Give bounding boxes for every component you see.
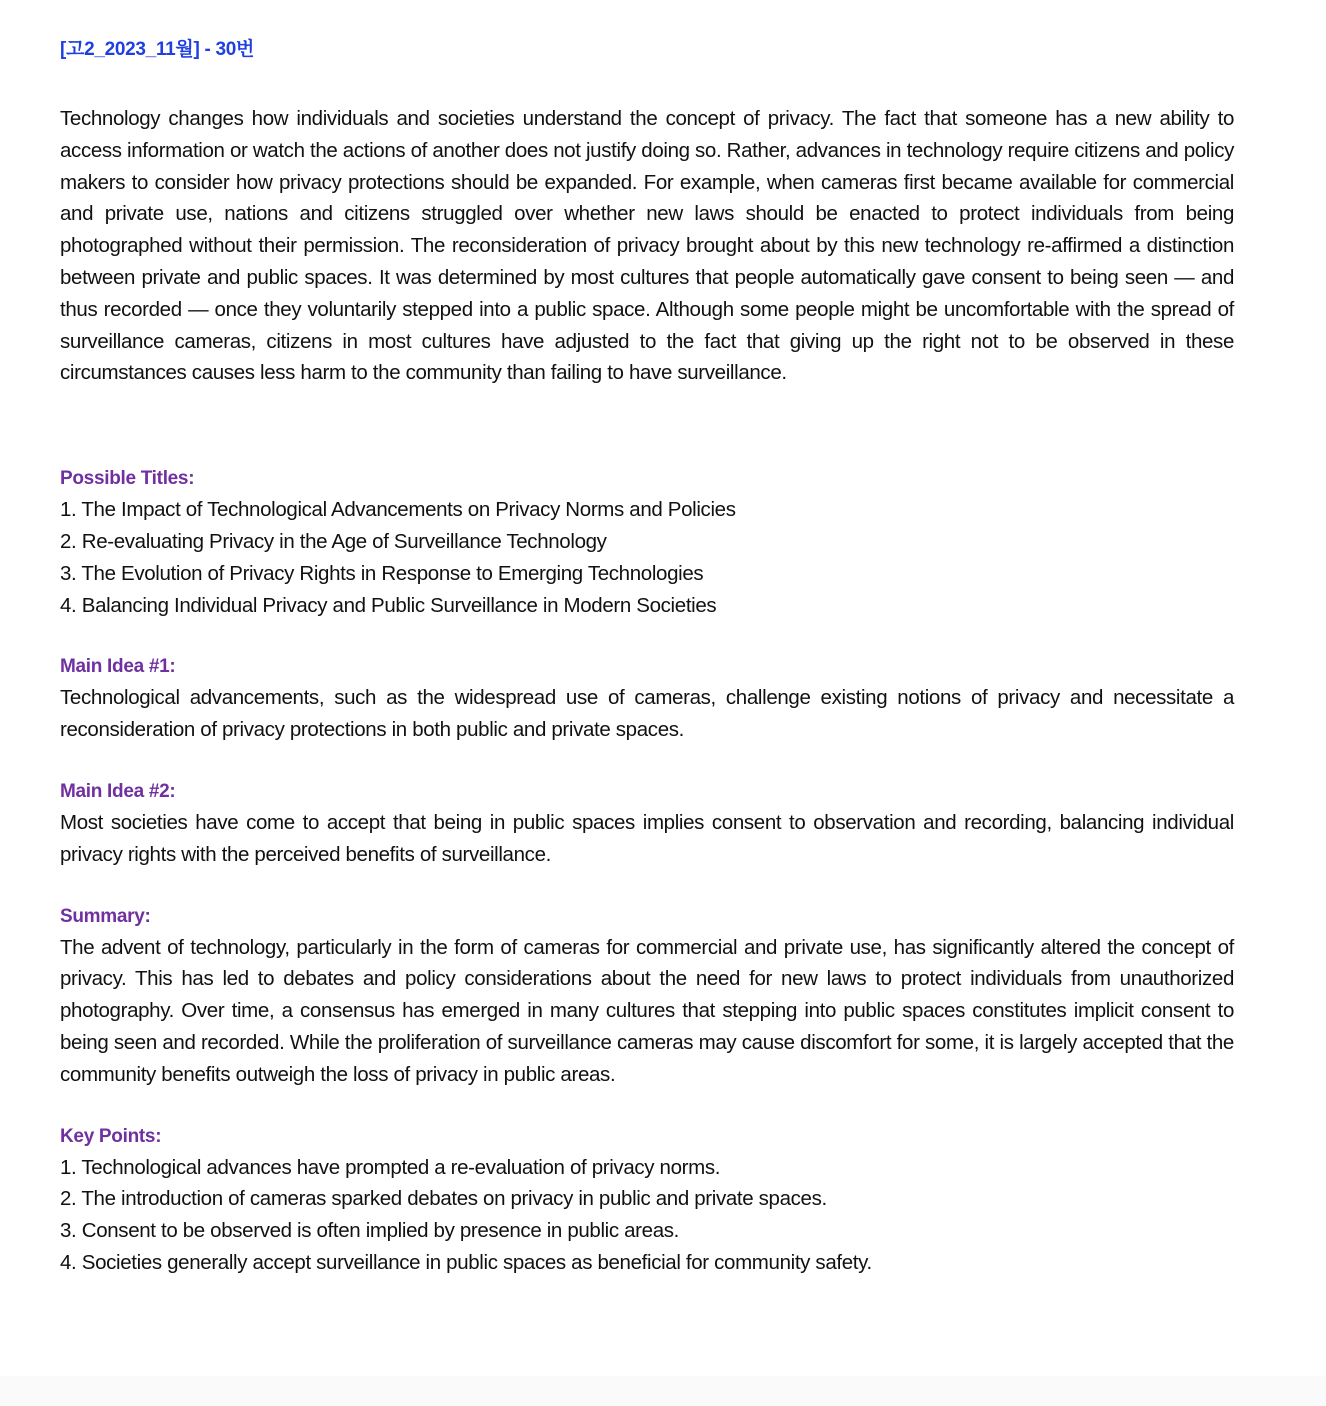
- passage: Technology changes how individuals and societies understand the concept of privacy. The fact that someone has a new ability to access information or watch the actions of another does not justify doing so. Rather, advances in technology require citizens and policy makers to consider how privacy protections should be expanded. For example, when cameras first became available for commercial and private use, nations and citizens struggled over whether new laws should be enacted to protect individuals from being photographed without their permission. The reconsideration of privacy brought about by this new technology re-affirmed a distinction between private and public spaces. It was determined by most cultures that people automatically gave consent to being seen — and thus recorded — once they voluntarily stepped into a public space. Although some people might be uncomfortable with the spread of surveillance cameras, citizens in most cultures have adjusted to the fact that giving up the right not to be observed in these circumstances causes less harm to the community than failing to have surveillance.: [60, 107, 1234, 385]
- possible-titles-label: Possible Titles:: [60, 468, 195, 490]
- main-idea-1-text: Technological advancements, such as the widespread use of cameras, challenge existing notions of privacy and necessitate a reconsideration of privacy protections in both public and private spaces.: [60, 686, 1234, 742]
- main-idea-2-text: Most societies have come to accept that being in public spaces implies consent to observation and recording, balancing individual privacy rights with the perceived benefits of surveillance.: [60, 810, 1234, 866]
- summary-text: The advent of technology, particularly in the form of cameras for commercial and private use, has significantly altered the concept of privacy. This has led to debates and policy considerations about the need for new laws to protect individuals from unauthorized photography. Over time, a consensus has emerged in many cultures that stepping into public spaces constitutes implicit consent to being seen and recorded. While the proliferation of surveillance cameras may cause discomfort for some, it is largely accepted that the community benefits outweigh the loss of privacy in public areas.: [60, 935, 1234, 1086]
- summary-section: [60, 901, 1234, 1091]
- list-item: 3. The Evolution of Privacy Rights in Response to Emerging Technologies: [60, 561, 704, 585]
- list-item: 4. Balancing Individual Privacy and Public Surveillance in Modern Societies: [60, 593, 717, 617]
- list-item: 4. Societies generally accept surveillance in public spaces as beneficial for community safety.: [60, 1250, 872, 1274]
- list-item: 2. Re-evaluating Privacy in the Age of Surveillance Technology: [60, 529, 607, 553]
- question-header: [고2_2023_11월] - 30번: [60, 39, 255, 60]
- key-points-label: Key Points:: [60, 1125, 162, 1147]
- list-item: 3. Consent to be observed is often implied by presence in public areas.: [60, 1219, 679, 1243]
- list-item: 1. Technological advances have prompted a re-evaluation of privacy norms.: [60, 1155, 721, 1179]
- page-footer-band: [0, 1376, 1326, 1406]
- main-idea-1-section: [60, 651, 1234, 746]
- key-points-list: [60, 1152, 1234, 1279]
- key-points-section: [60, 1121, 1234, 1279]
- list-item: 2. The introduction of cameras sparked debates on privacy in public and private spaces.: [60, 1187, 827, 1211]
- summary-label: Summary:: [60, 905, 151, 927]
- main-idea-2-label: Main Idea #2:: [60, 780, 176, 802]
- titles-list: [60, 494, 1234, 621]
- list-item: 1. The Impact of Technological Advancements on Privacy Norms and Policies: [60, 498, 736, 522]
- main-idea-1-label: Main Idea #1:: [60, 656, 176, 678]
- main-idea-2-section: [60, 776, 1234, 871]
- possible-titles-section: [60, 463, 1234, 621]
